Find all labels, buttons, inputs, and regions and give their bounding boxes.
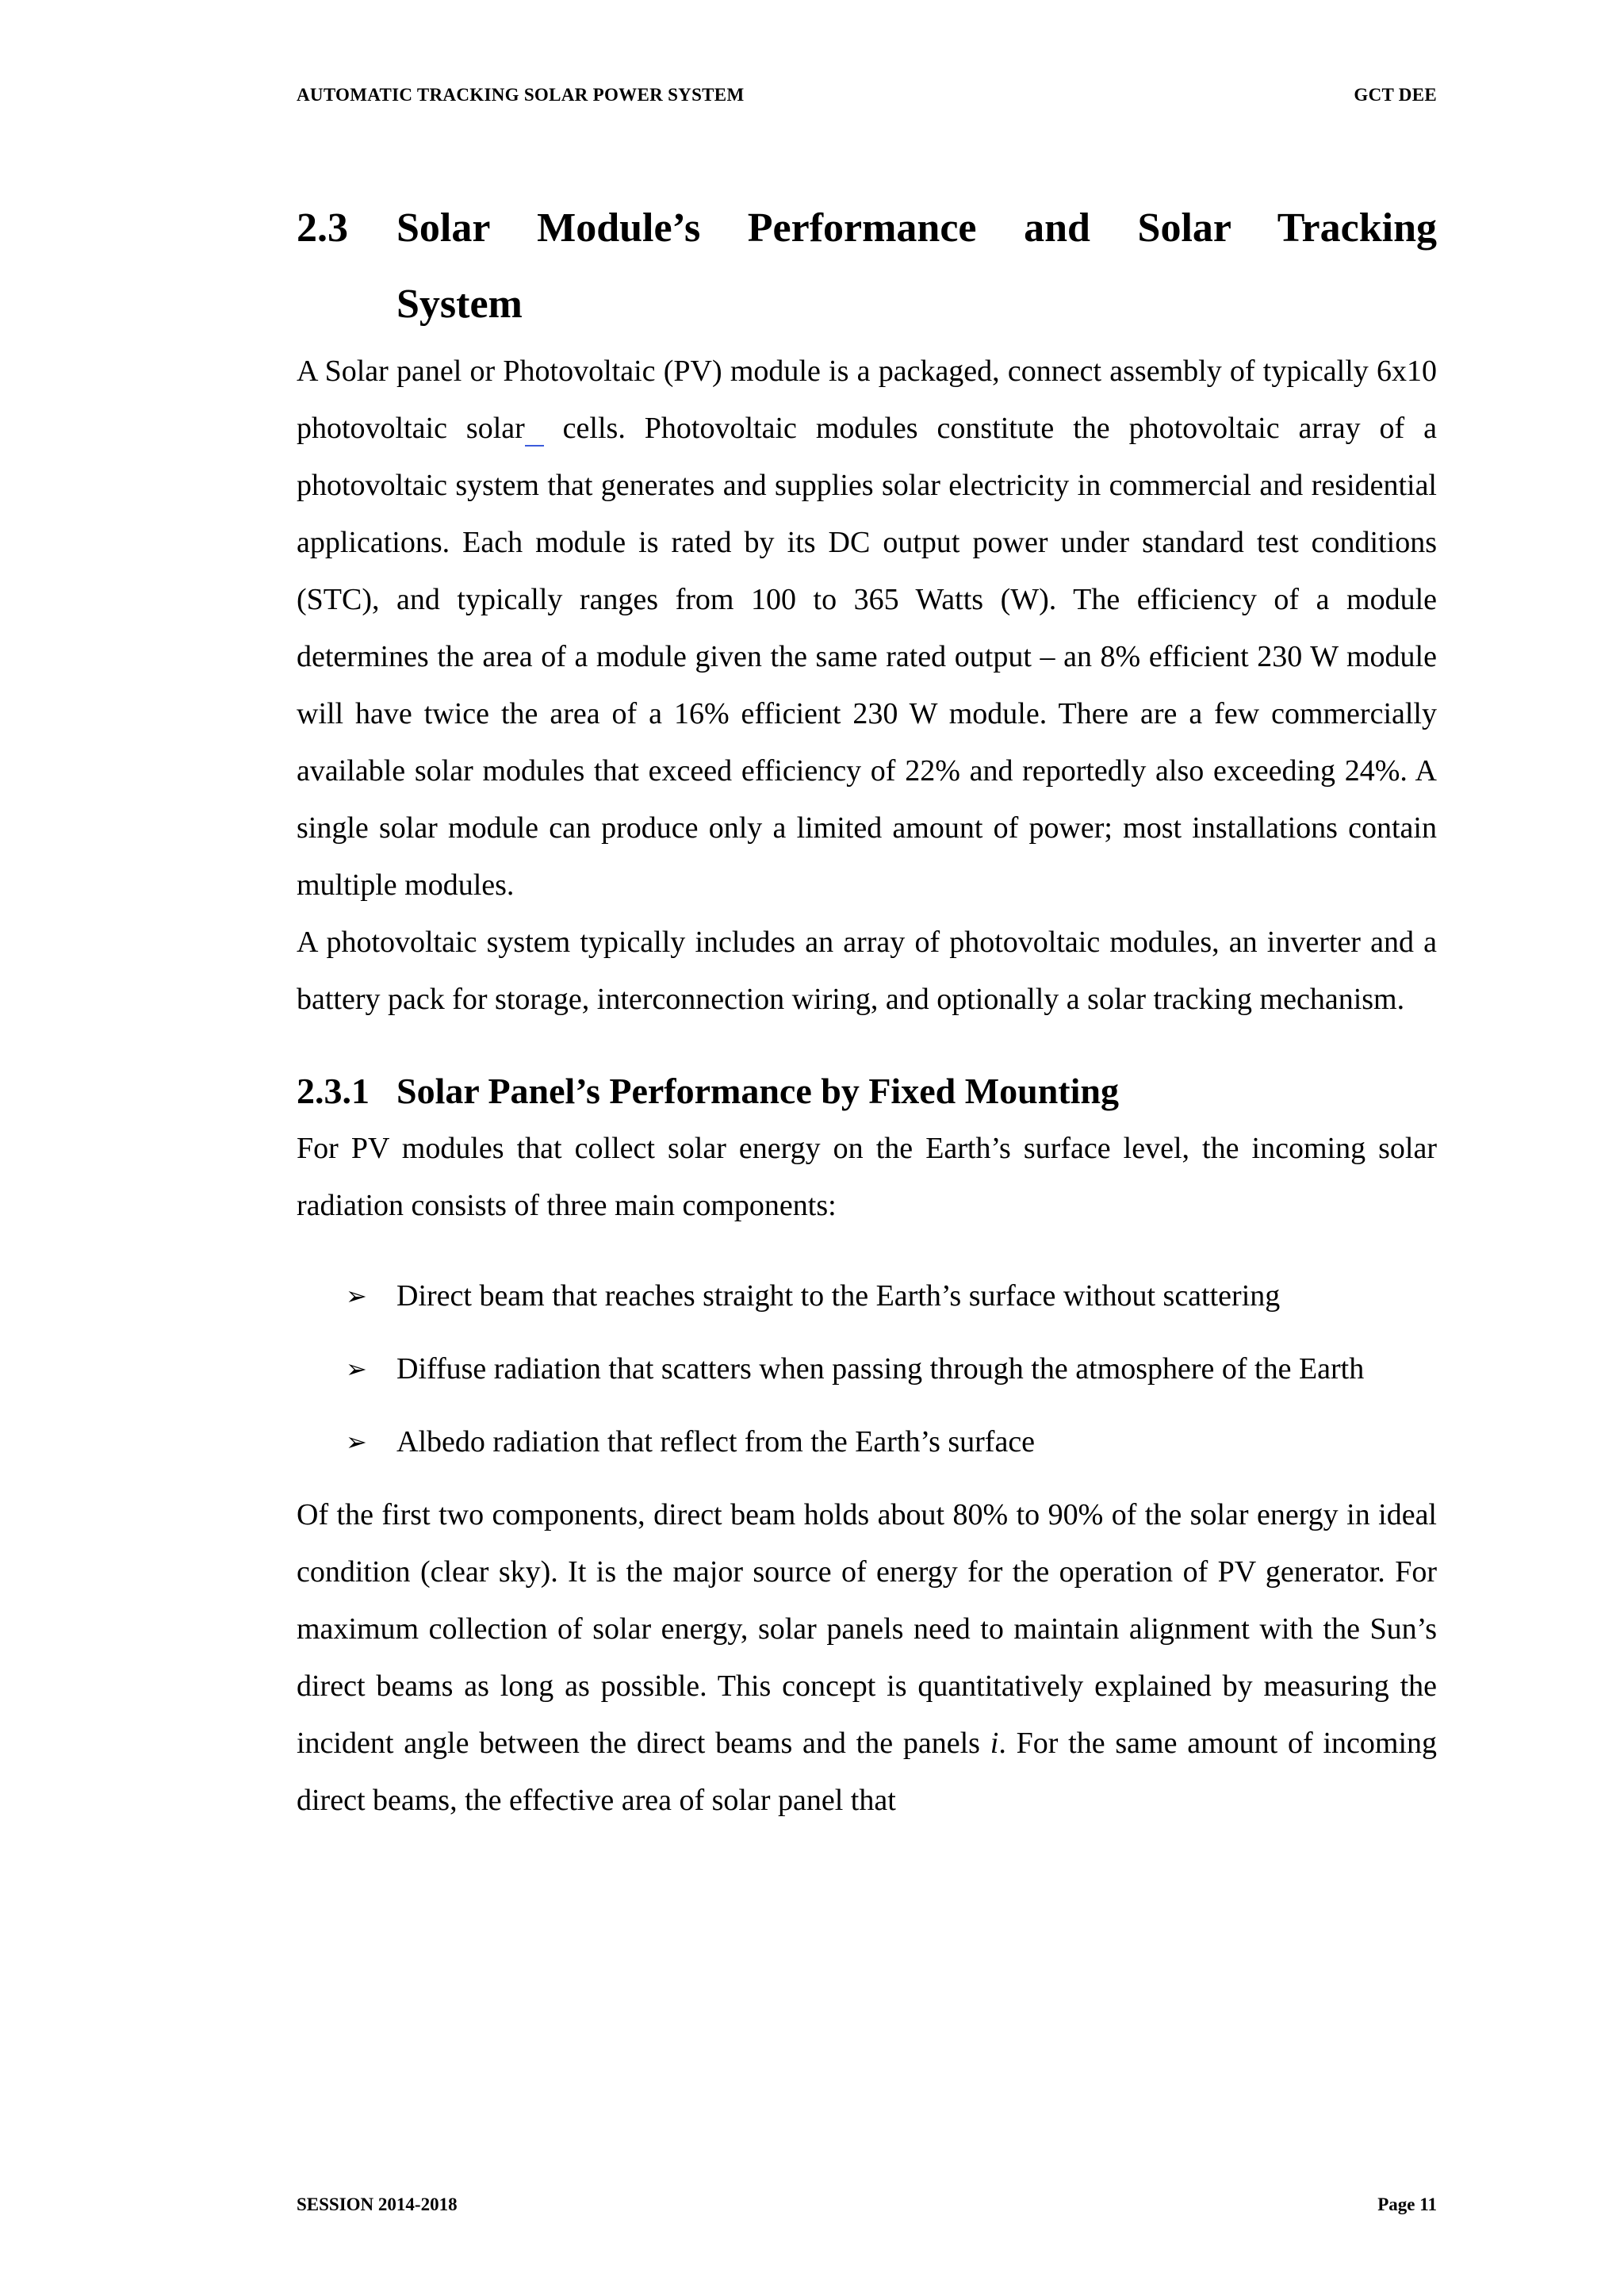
list-item [297, 1267, 1437, 1324]
paragraph-radiation-intro: For PV modules that collect solar energy on the Earth’s surface level, the incoming solar radiation consists of three main components: [297, 1132, 1437, 1222]
arrow-bullet-icon: ➢ [346, 1427, 367, 1457]
subsection-heading [297, 1063, 1437, 1120]
list-item-text: Diffuse radiation that scatters when passing through the atmosphere of the Earth [396, 1352, 1365, 1386]
radiation-components-list [297, 1267, 1437, 1470]
header-department: GCT DEE [1354, 85, 1437, 105]
section-number: 2.3 [297, 205, 348, 251]
list-item-text: Direct beam that reaches straight to the Earth’s surface without scattering [396, 1279, 1281, 1313]
subsection-number: 2.3.1 [297, 1071, 370, 1111]
paragraph-direct-beam-tail: . For the same amount of incoming direct beams, the effective area of solar panel that [297, 1727, 1437, 1817]
footer-page-number: Page 11 [1377, 2194, 1437, 2214]
header-title: AUTOMATIC TRACKING SOLAR POWER SYSTEM [297, 85, 745, 105]
paragraph-pv-system: A photovoltaic system typically includes an array of photovoltaic modules, an inverter and a battery pack for storage, interconnection wiring, and optionally a solar tracking mechanism. [297, 926, 1437, 1016]
paragraph-direct-beam [297, 1486, 1437, 1829]
hyperlink-underline[interactable] [525, 412, 544, 447]
paragraph-pv-module-part-b: cells. Photovoltaic modules constitute the photovoltaic array of a photovoltaic system that generates and supplies solar electricity in commercial and residential applications. Each module is rated by its DC output power under standard test conditions (STC), and typically ranges from 100 to 365 Watts (W). The efficiency of a module determines the area of a module given the same rated output – an 8% efficient 230 W module will have twice the area of a 16% efficient 230 W module. There are a few commercially available solar modules that exceed efficiency of 22% and reportedly also exceeding 24%. A single solar module can produce only a limited amount of power; most installations contain multiple modules. [297, 412, 1437, 902]
list-item [297, 1340, 1437, 1397]
section-title-line-1: Solar Module’s Performance and Solar Tracking [396, 205, 1437, 251]
page-footer [297, 2189, 1437, 2221]
arrow-bullet-icon: ➢ [346, 1354, 367, 1384]
arrow-bullet-icon: ➢ [346, 1281, 367, 1311]
page-header [297, 79, 1437, 111]
list-item [297, 1413, 1437, 1470]
section-title-line-2: System [396, 282, 523, 327]
footer-session: SESSION 2014-2018 [297, 2194, 458, 2214]
incident-angle-symbol: i [990, 1727, 999, 1760]
section-heading [297, 190, 1437, 343]
paragraph-pv-module [297, 343, 1437, 914]
list-item-text: Albedo radiation that reflect from the Earth’s surface [396, 1425, 1036, 1458]
paragraph-direct-beam-main: Of the first two components, direct beam holds about 80% to 90% of the solar energy in ideal condition (clear sky). It is the major source of energy for the operation of PV generator. For maximum collection of solar energy, solar panels need to maintain alignment with the Sun’s direct beams as long as possible. This concept is quantitatively explained by measuring the incident angle between the direct beams and the panels [297, 1498, 1437, 1760]
paragraph-pv-module-part-a: A Solar panel or Photovoltaic (PV) module is a packaged, connect assembly of typically 6x10 photovoltaic solar [297, 355, 1437, 445]
section-title [396, 190, 1437, 343]
subsection-title: Solar Panel’s Performance by Fixed Mounting [396, 1071, 1119, 1111]
page-content [297, 190, 1437, 1829]
